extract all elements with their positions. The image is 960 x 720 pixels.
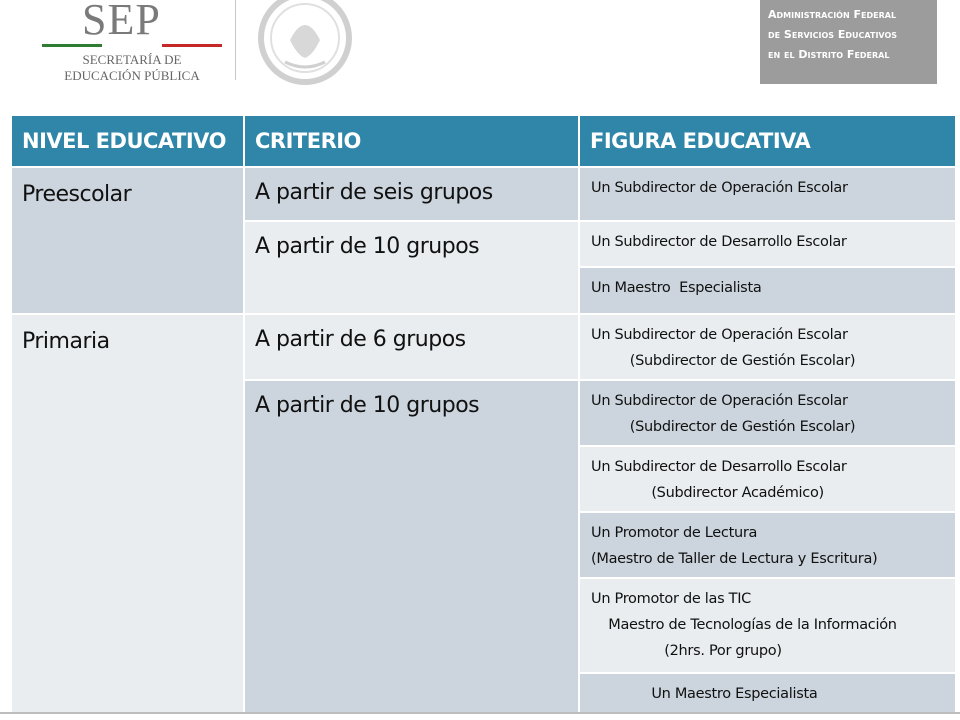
figura-primaria-3: Un Subdirector de Desarrollo Escolar (Subdirector Académico) — [580, 447, 955, 511]
page-header — [0, 0, 960, 100]
criterio-primaria-1: A partir de 6 grupos — [245, 315, 578, 379]
header-criterio: CRITERIO — [245, 116, 578, 166]
sep-logo-word: SEP — [82, 0, 161, 44]
nivel-preescolar: Preescolar — [12, 168, 243, 313]
figura-primaria-2: Un Subdirector de Operación Escolar (Subdirector de Gestión Escolar) — [580, 381, 955, 445]
figura-preescolar-1: Un Subdirector de Operación Escolar — [580, 168, 955, 220]
figura-primaria-4: Un Promotor de Lectura (Maestro de Taller de Lectura y Escritura) — [580, 513, 955, 577]
header-divider — [235, 0, 236, 80]
header-nivel-educativo: NIVEL EDUCATIVO — [12, 116, 243, 166]
figura-primaria-5: Un Promotor de las TIC Maestro de Tecnologías de la Información (2hrs. Por grupo) — [580, 579, 955, 672]
sep-logo-subtitle: SECRETARÍA DE EDUCACIÓN PÚBLICA — [64, 52, 200, 83]
flag-stripe — [42, 44, 222, 47]
admin-federal-badge: Administración Federal de Servicios Educativos en el Distrito Federal — [760, 0, 937, 84]
header-figura-educativa: FIGURA EDUCATIVA — [580, 116, 955, 166]
figura-preescolar-2: Un Subdirector de Desarrollo Escolar — [580, 222, 955, 266]
figura-primaria-6: Un Maestro Especialista — [580, 674, 955, 712]
footer-divider — [0, 712, 960, 714]
national-seal-icon — [255, 0, 355, 86]
nivel-primaria: Primaria — [12, 315, 243, 712]
sep-logo — [20, 0, 210, 95]
criterio-primaria-2: A partir de 10 grupos — [245, 381, 578, 712]
figura-primaria-1: Un Subdirector de Operación Escolar (Subdirector de Gestión Escolar) — [580, 315, 955, 379]
figura-preescolar-3: Un Maestro Especialista — [580, 268, 955, 313]
criterio-preescolar-2: A partir de 10 grupos — [245, 222, 578, 313]
criterio-preescolar-1: A partir de seis grupos — [245, 168, 578, 220]
